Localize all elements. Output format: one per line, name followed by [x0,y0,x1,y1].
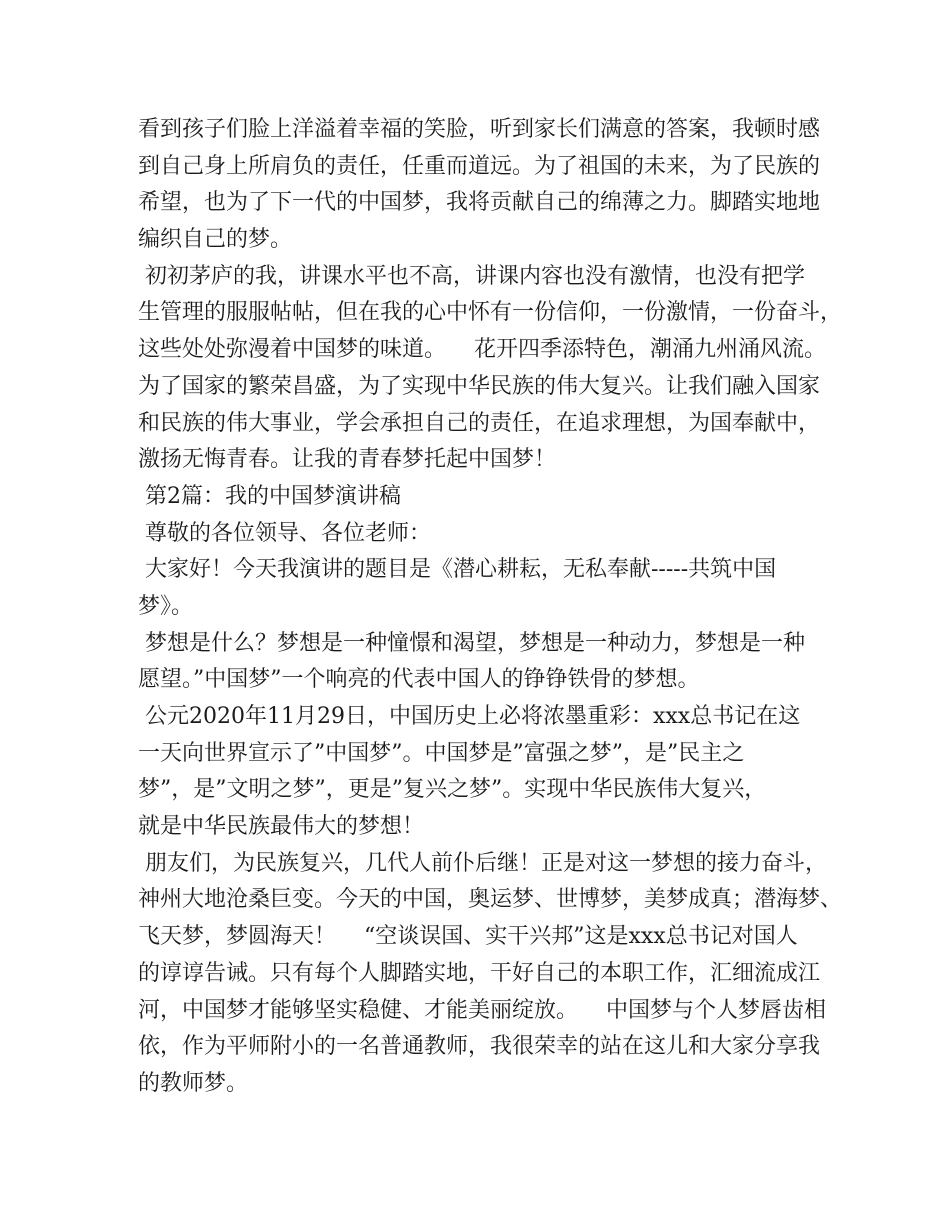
text-line: 看到孩子们脸上洋溢着幸福的笑脸，听到家长们满意的答案，我顿时感 [138,117,821,142]
text-line: 和民族的伟大事业，学会承担自己的责任，在追求理想，为国奉献中， [138,410,821,436]
text-line: 为了国家的繁荣昌盛，为了实现中华民族的伟大复兴。让我们融入国家 [138,373,821,399]
text-line: 希望，也为了下一代的中国梦，我将贡献自己的绵薄之力。脚踏实地地 [138,190,821,216]
text-line: 飞天梦，梦圆海天！ “空谈误国、实干兴邦”这是xxx总书记对国人 [138,924,798,950]
text-line: 河，中国梦才能够坚实稳健、才能美丽绽放。 中国梦与个人梦唇齿相 [138,997,826,1023]
text-line: 这些处处弥漫着中国梦的味道。 花开四季添特色，潮涌九州涌风流。 [138,337,826,363]
section-heading: 第2篇：我的中国梦演讲稿 [138,483,401,509]
text-line: 到自己身上所肩负的责任，任重而道远。为了祖国的未来，为了民族的 [138,153,821,179]
document-body [138,112,843,1103]
text-line: 依，作为平师附小的一名普通教师，我很荣幸的站在这儿和大家分享我 [138,1034,821,1060]
text-line: 神州大地沧桑巨变。今天的中国，奥运梦、世博梦，美梦成真；潜海梦、 [138,887,843,913]
text-line: 公元2020年11月29日，中国历史上必将浓墨重彩：xxx总书记在这 [138,704,801,729]
text-line: 激扬无悔青春。让我的青春梦托起中国梦！ [138,447,557,473]
salutation: 尊敬的各位领导、各位老师： [138,520,431,546]
text-line: 愿望。”中国梦”一个响亮的代表中国人的铮铮铁骨的梦想。 [138,667,700,693]
text-line: 的谆谆告诫。只有每个人脚踏实地，干好自己的本职工作，汇细流成江 [138,960,821,986]
text-line: 梦》。 [138,593,194,619]
text-line: 编织自己的梦。 [138,227,293,253]
text-line: 的教师梦。 [138,1070,249,1096]
text-line: 梦”，是”文明之梦”，更是”复兴之梦”。实现中华民族伟大复兴， [138,777,767,803]
text-line: 就是中华民族最伟大的梦想！ [138,814,425,840]
text-line: 朋友们，为民族复兴，几代人前仆后继！正是对这一梦想的接力奋斗， [138,850,827,876]
text-line: 梦想是什么？梦想是一种憧憬和渴望，梦想是一种动力，梦想是一种 [138,630,805,656]
text-line: 大家好！今天我演讲的题目是《潜心耕耘，无私奉献-----共筑中国 [138,557,777,583]
text-line: 生管理的服服帖帖，但在我的心中怀有一份信仰，一份激情，一份奋斗， [138,300,843,326]
text-line: 一天向世界宣示了”中国梦”。中国梦是”富强之梦”，是”民主之 [138,740,745,766]
text-line: 初初茅庐的我，讲课水平也不高，讲课内容也没有激情，也没有把学 [138,263,805,289]
